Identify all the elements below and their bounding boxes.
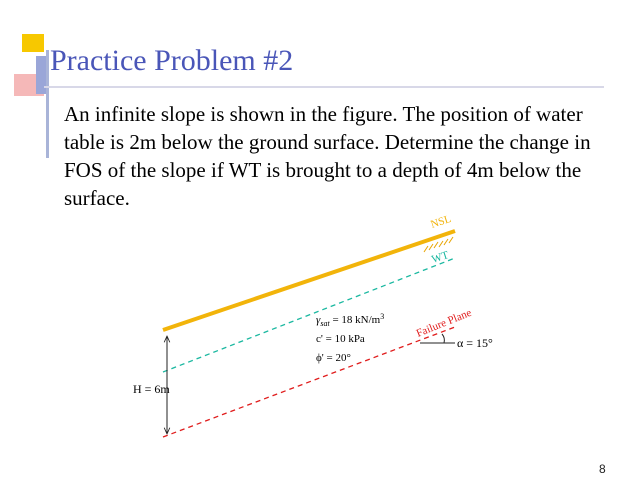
gamma-sat-label: $\gamma_{sat} = 18$ $kN/m^3$ (316, 312, 385, 328)
friction-angle-label: ϕ' = 20° (316, 352, 351, 364)
problem-statement: An infinite slope is shown in the figure. The position of water table is 2m below the ground surface. Determine the change in FOS of the slope if WT is brought to a depth of 4m below the surface. (64, 102, 591, 210)
cohesion-label: c' = 10 kPa (316, 333, 365, 345)
failure-plane-line (163, 327, 455, 437)
alpha-label: α = 15° (457, 336, 493, 350)
wt-label: WT (430, 249, 451, 266)
page-number: 8 (599, 462, 606, 476)
failure-plane-label: Failure Plane (414, 306, 474, 340)
angle-arc (442, 334, 444, 343)
slide-title: Practice Problem #2 (50, 44, 294, 77)
nsl-label: NSL (429, 213, 453, 231)
height-label: H = 6m (133, 382, 170, 396)
